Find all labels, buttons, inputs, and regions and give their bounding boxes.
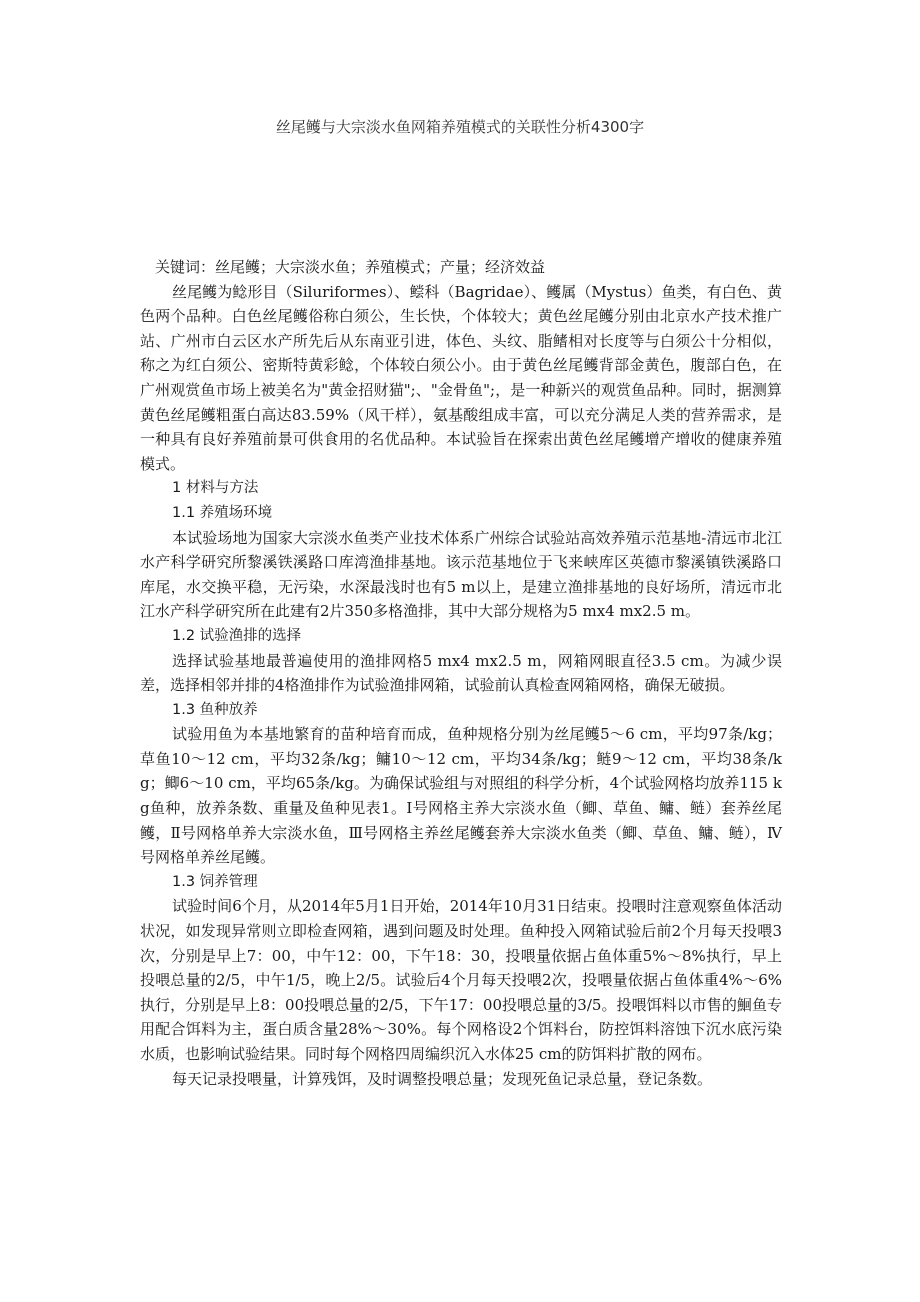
- paragraph-selection: 选择试验基地最普遍使用的渔排网格5 mx4 mx2.5 m，网箱网眼直径3.5 cm。为减少误差，选择相邻并排的4格渔排作为试验渔排网箱，试验前认真检查网箱网格，确保无破损。: [140, 651, 782, 695]
- paragraph-records: 每天记录投喂量，计算残饵，及时调整投喂总量；发现死鱼记录总量，登记条数。: [172, 1069, 713, 1088]
- section-heading-1-1: 1.1 养殖场环境: [172, 504, 273, 521]
- paragraph-site: 本试验场地为国家大宗淡水鱼类产业技术体系广州综合试验站高效养殖示范基地-清远市北江水产科学研究所黎溪铁溪路口库湾渔排基地。该示范基地位于飞来峡库区英德市黎溪镇铁溪路口库尾，水交换平稳，无污染，水深最浅时也有5 m以上，是建立渔排基地的良好场所，清远市北江水产科学研究所在此建有2片350多格渔排，其中大部分规格为5 mx4 mx2.5 m。: [140, 528, 782, 621]
- section-heading-1: 1 材料与方法: [172, 480, 259, 497]
- paragraph-intro: 丝尾鳠为鲶形目（Siluriformes）、鲿科（Bagridae）、鳠属（Mystus）鱼类，有白色、黄色两个品种。白色丝尾鳠俗称白须公，生长快，个体较大；黄色丝尾鳠分别由北京水产技术推广站、广州市白云区水产所先后从东南亚引进，体色、头纹、脂鳍相对长度等与白须公十分相似，称之为红白须公、密斯特黄彩鲶，个体较白须公小。由于黄色丝尾鳠背部金黄色，腹部白色，在广州观赏鱼市场上被美名为"黄金招财猫";、"金骨鱼";，是一种新兴的观赏鱼品种。同时，据测算黄色丝尾鳠粗蛋白高达83.59%（风干样），氨基酸组成丰富，可以充分满足人类的营养需求，是一种具有良好养殖前景可供食用的名优品种。本试验旨在探索出黄色丝尾鳠增产增收的健康养殖模式。: [140, 282, 782, 473]
- section-heading-1-3-feeding: 1.3 饲养管理: [172, 873, 258, 890]
- document-title: 丝尾鳠与大宗淡水鱼网箱养殖模式的关联性分析4300字: [275, 118, 645, 136]
- section-heading-1-2: 1.2 试验渔排的选择: [172, 627, 302, 644]
- keywords-line: 关键词：丝尾鳠；大宗淡水鱼；养殖模式；产量；经济效益: [155, 258, 546, 276]
- section-heading-1-3-stocking: 1.3 鱼种放养: [172, 701, 258, 718]
- paragraph-feeding: 试验时间6个月，从2014年5月1日开始，2014年10月31日结束。投喂时注意观察鱼体活动状况，如发现异常则立即检查网箱，遇到问题及时处理。鱼种投入网箱试验后前2个月每天投喂3次，分别是早上7：00，中午12：00，下午18：30，投喂量依据占鱼体重5%～8%执行，早上投喂总量的2/5，中午1/5，晚上2/5。试验后4个月每天投喂2次，投喂量依据占鱼体重4%～6%执行，分别是早上8：00投喂总量的2/5，下午17：00投喂总量的3/5。投喂饵料以市售的鮰鱼专用配合饵料为主，蛋白质含量28%～30%。每个网格设2个饵料台，防控饵料溶蚀下沉水底污染水质，也影响试验结果。同时每个网格四周编织沉入水体25 cm的防饵料扩散的网布。: [140, 897, 782, 1063]
- paragraph-stocking: 试验用鱼为本基地繁育的苗种培育而成，鱼种规格分别为丝尾鳠5～6 cm，平均97条/kg；草鱼10～12 cm，平均32条/kg；鳙10～12 cm，平均34条/kg；鲢9～12 cm，平均38条/kg；鲫6～10 cm，平均65条/kg。为确保试验组与对照组的科学分析，4个试验网格均放养115 kg鱼种，放养条数、重量及鱼种见表1。Ⅰ号网格主养大宗淡水鱼（鲫、草鱼、鳙、鲢）套养丝尾鳠，Ⅱ号网格单养大宗淡水鱼，Ⅲ号网格主养丝尾鳠套养大宗淡水鱼类（鲫、草鱼、鳙、鲢），Ⅳ号网格单养丝尾鳠。: [140, 725, 782, 867]
- document-body: [140, 255, 782, 1091]
